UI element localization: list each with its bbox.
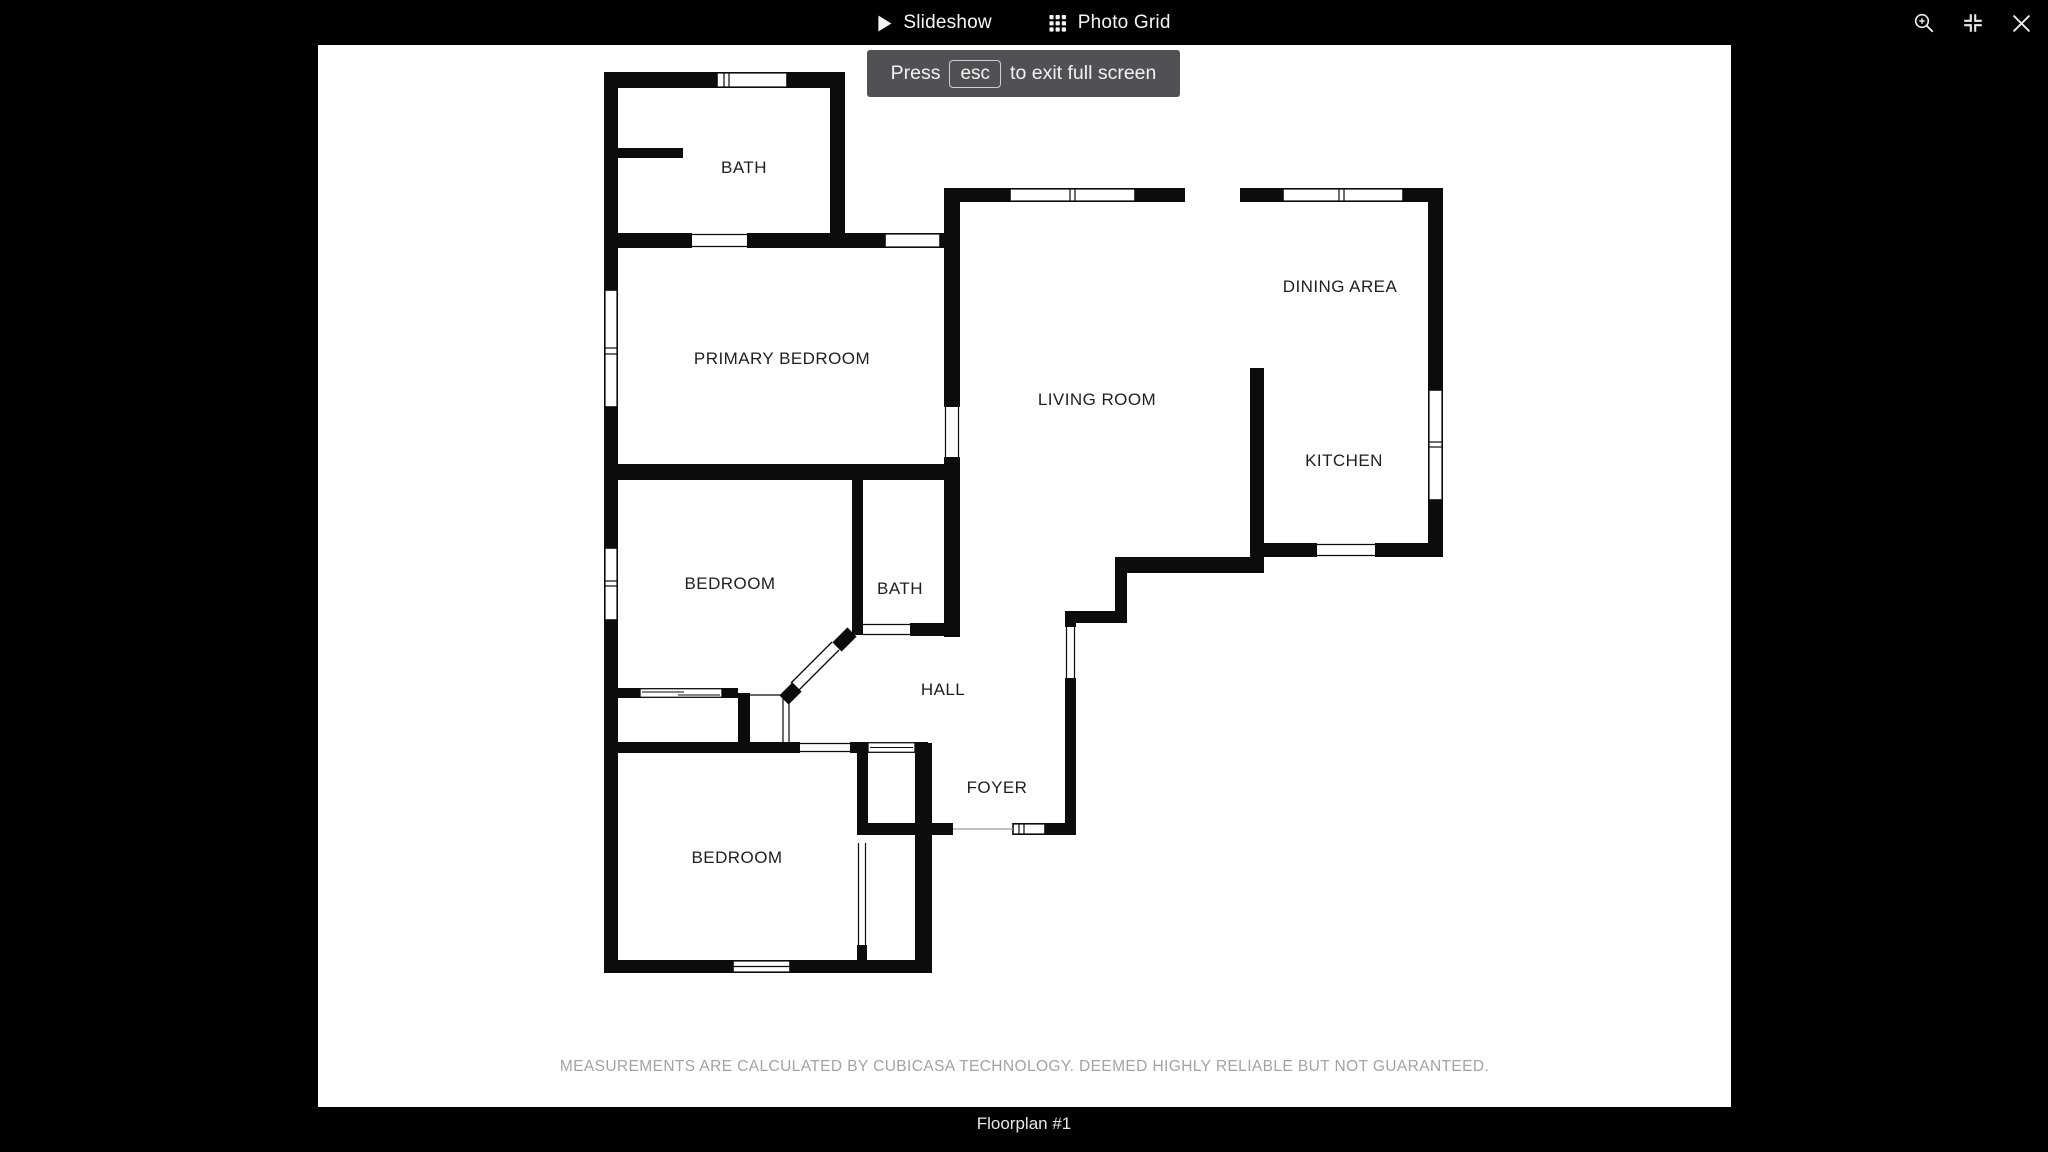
room-label: KITCHEN xyxy=(1305,451,1383,470)
photo-grid-label: Photo Grid xyxy=(1077,12,1171,33)
room-label: BATH xyxy=(721,158,767,177)
room-label: FOYER xyxy=(966,778,1028,797)
floorplan-image xyxy=(318,45,1731,1107)
photo-grid-icon xyxy=(1050,15,1067,32)
room-label: BEDROOM xyxy=(684,574,776,593)
photo-caption: Floorplan #1 xyxy=(976,1114,1072,1133)
slideshow-button[interactable] xyxy=(877,12,991,34)
esc-key-badge: esc xyxy=(949,60,1001,88)
compress-corners-icon xyxy=(1962,12,1984,34)
photo-grid-button[interactable] xyxy=(1050,12,1171,34)
floorplan-drawing xyxy=(318,45,1731,1107)
close-icon xyxy=(2011,13,2032,34)
slideshow-label: Slideshow xyxy=(903,12,992,33)
exit-fullscreen-button[interactable] xyxy=(1962,12,1984,34)
esc-banner-suffix: to exit full screen xyxy=(1010,62,1157,84)
room-label: LIVING ROOM xyxy=(1037,390,1157,409)
measurement-disclaimer: MEASUREMENTS ARE CALCULATED BY CUBICASA TECHNOLOGY. DEEMED HIGHLY RELIABLE BUT NOT GUARANTEED. xyxy=(559,1058,1490,1075)
play-icon xyxy=(877,15,892,32)
zoom-in-button[interactable] xyxy=(1913,12,1935,34)
room-label: HALL xyxy=(920,680,966,699)
viewer-topbar xyxy=(0,0,2048,46)
room-label: BEDROOM xyxy=(691,848,783,867)
room-label: DINING AREA xyxy=(1282,277,1398,296)
fullscreen-exit-banner xyxy=(867,50,1180,97)
close-button[interactable] xyxy=(2011,13,2032,34)
magnifier-plus-icon xyxy=(1913,12,1935,34)
room-label: BATH xyxy=(877,579,923,598)
esc-banner-prefix: Press xyxy=(890,62,941,84)
toolbar-center xyxy=(877,0,1170,46)
toolbar-right xyxy=(1913,0,2032,46)
room-label: PRIMARY BEDROOM xyxy=(693,349,871,368)
